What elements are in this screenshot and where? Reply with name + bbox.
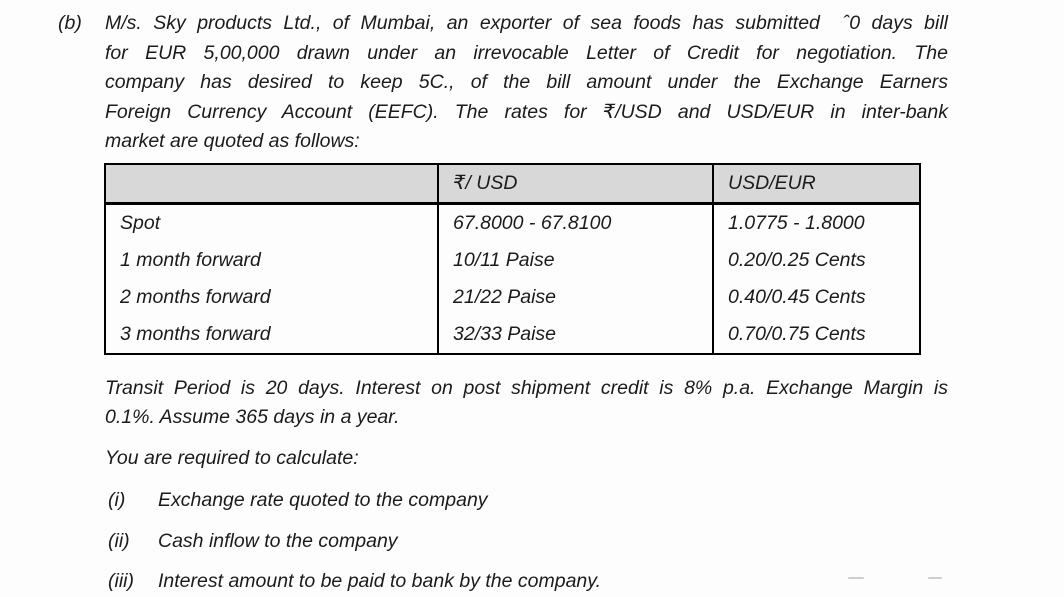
list-item-number: (ii) (108, 529, 130, 552)
list-item-text: Interest amount to be paid to bank by the company. (158, 570, 601, 592)
table-cell: 32/33 Paise (438, 316, 713, 354)
table-cell: 67.8000 - 67.8100 (438, 203, 713, 242)
table-header-cell-inr-usd: ₹/ USD (438, 164, 713, 204)
paragraph-line: Foreign Currency Account (EEFC). The rates for ₹/USD and USD/EUR in inter-bank (105, 100, 948, 123)
question-part-label: (b) (58, 12, 82, 34)
table-cell: 2 months forward (105, 279, 438, 316)
list-item-text: Cash inflow to the company (158, 529, 398, 552)
table-header-cell-blank (105, 164, 438, 204)
table-cell: 10/11 Paise (438, 242, 713, 279)
list-item-text: Exchange rate quoted to the company (158, 489, 488, 511)
paragraph-line: for EUR 5,00,000 drawn under an irrevocable Letter of Credit for negotiation. The (105, 41, 948, 64)
exchange-rates-table (104, 163, 921, 355)
paragraph-line: market are quoted as follows: (105, 130, 360, 152)
table-cell: 21/22 Paise (438, 279, 713, 316)
table-cell: 0.70/0.75 Cents (713, 316, 920, 354)
scan-artifact (848, 577, 864, 579)
notes-line: Transit Period is 20 days. Interest on post shipment credit is 8% p.a. Exchange Margin is (105, 376, 948, 399)
table-cell: 1 month forward (105, 242, 438, 279)
table-cell: Spot (105, 203, 438, 242)
list-item-number: (i) (108, 489, 126, 511)
question-paragraph (105, 9, 948, 157)
question-block (0, 0, 1064, 157)
table-cell: 0.20/0.25 Cents (713, 242, 920, 279)
table-row-2-months (105, 279, 920, 316)
requirement-intro: You are required to calculate: (105, 446, 359, 469)
requirements-list (0, 486, 1064, 597)
table-header-row (105, 164, 920, 204)
scan-artifact (928, 577, 942, 579)
paragraph-line: M/s. Sky products Ltd., of Mumbai, an exporter of sea foods has submitted ˆ0 days bill (105, 12, 948, 34)
table-row-spot (105, 203, 920, 242)
table-cell: 1.0775 - 1.8000 (713, 203, 920, 242)
table-row-1-month (105, 242, 920, 279)
list-item (108, 527, 1064, 557)
table-cell: 0.40/0.45 Cents (713, 279, 920, 316)
notes-line: 0.1%. Assume 365 days in a year. (105, 406, 400, 428)
table-header-cell-usd-eur: USD/EUR (713, 164, 920, 204)
notes-paragraph (105, 374, 948, 433)
table-row-3-months (105, 316, 920, 354)
list-item (108, 486, 1064, 516)
paragraph-line: company has desired to keep 5C., of the bill amount under the Exchange Earners (105, 71, 948, 93)
table-cell: 3 months forward (105, 316, 438, 354)
list-item-number: (iii) (108, 570, 134, 592)
